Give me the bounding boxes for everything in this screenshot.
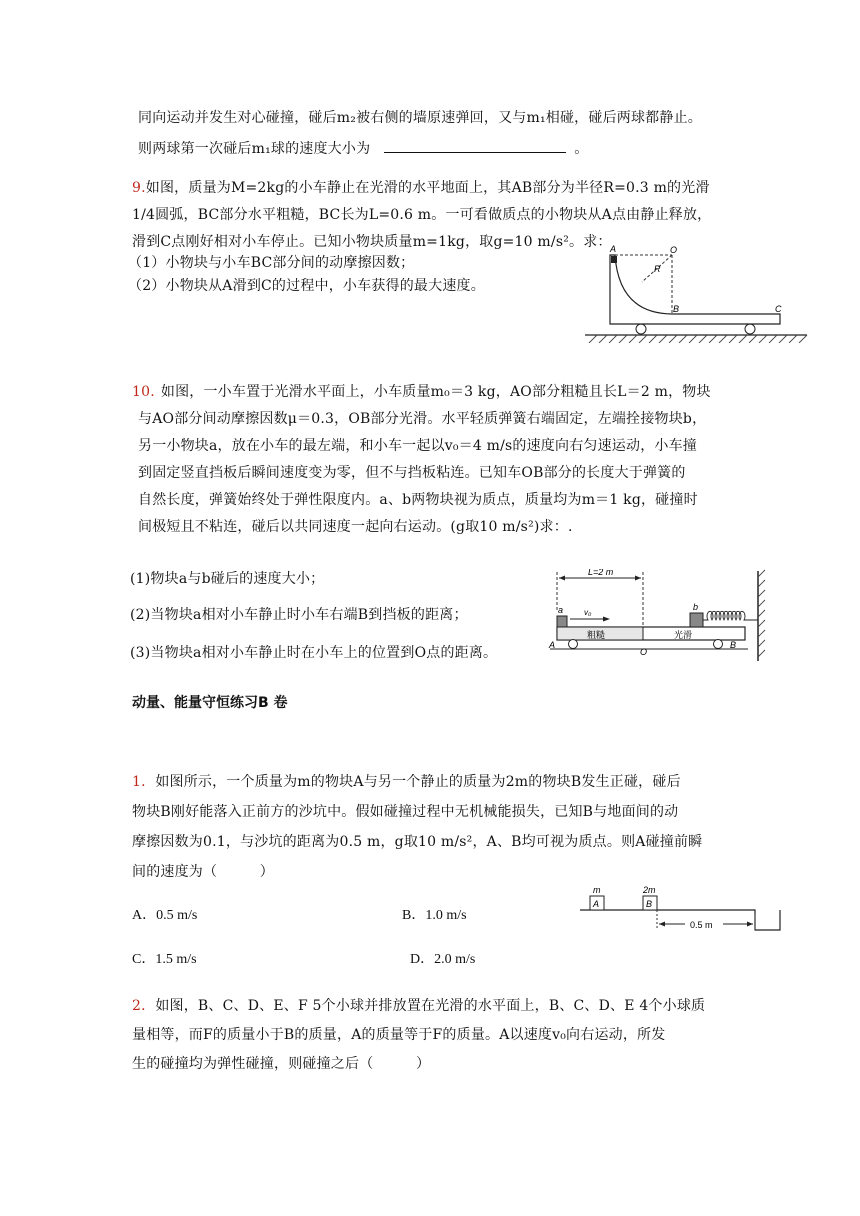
q10-label-O: O xyxy=(640,647,648,657)
q9-number: 9. xyxy=(132,180,146,196)
b1-option-c[interactable]: C．1.5 m/s xyxy=(132,952,197,967)
q9-line-3: 滑到C点刚好相对小车停止。已知小物块质量m=1kg，取g=10 m/s²。求： xyxy=(132,234,612,250)
b1-figure xyxy=(580,852,782,934)
q9-sub-2: （2）小物块从A滑到C的过程中，小车获得的最大速度。 xyxy=(128,278,485,294)
q10-sub-3: (3)当物块a相对小车静止时在小车上的位置到O点的距离。 xyxy=(130,645,498,661)
q10-wheel-left xyxy=(569,640,578,649)
b2-line-1 xyxy=(132,996,705,1016)
b1-label-m: m xyxy=(593,885,601,895)
b1-line-3: 摩擦因数为0.1，与沙坑的距离为0.5 m，g取10 m/s²，A、B均可视为质点。则A碰撞前瞬 xyxy=(132,834,703,850)
b1-label-dist: 0.5 m xyxy=(690,920,713,930)
section-title: 动量、能量守恒练习B 卷 xyxy=(132,695,288,711)
q10-label-A: A xyxy=(549,640,556,650)
q10-label-b: b xyxy=(693,602,699,612)
q10-sub-2: (2)当物块a相对小车静止时小车右端B到挡板的距离； xyxy=(130,607,468,623)
q9-line-2: 1/4圆弧，BC部分水平粗糙，BC长为L=0.6 m。一可看做质点的小物块从A点由静止释放， xyxy=(132,207,712,223)
b2-line-2: 量相等，而F的质量小于B的质量，A的质量等于F的质量。A以速度v₀向右运动，所发 xyxy=(132,1027,666,1043)
q9-wheel-right xyxy=(745,324,755,334)
q10-label-rough: 粗糙 xyxy=(587,630,606,640)
b1-label-a: A xyxy=(593,899,600,909)
b1-line-2: 物块B刚好能落入正前方的沙坑中。假如碰撞过程中无机械能损失，已知B与地面间的动 xyxy=(132,804,679,820)
b1-number: 1． xyxy=(132,774,156,790)
q10-spring xyxy=(703,611,758,620)
q10-label-a: a xyxy=(558,605,564,615)
q10-label-v0: v₀ xyxy=(584,608,592,617)
b1-line-1 xyxy=(132,772,681,792)
q9-figure xyxy=(585,243,810,343)
b1-option-d[interactable]: D．2.0 m/s xyxy=(410,952,476,967)
intro-line-2-text: 则两球第一次碰后m₁球的速度大小为 xyxy=(138,141,371,157)
q9-text-1: 如图，质量为M=2kg的小车静止在光滑的水平地面上，其AB部分为半径R=0.3 m的光滑 xyxy=(145,180,710,196)
q10-line-1 xyxy=(132,382,711,402)
q10-line-6: 间极短且不粘连，碰后以共同速度一起向右运动。(g取10 m/s²)求：. xyxy=(138,519,573,535)
b1-label-b: B xyxy=(646,899,653,909)
intro-line-1: 同向运动并发生对心碰撞，碰后m₂被右侧的墙原速弹回，又与m₁相碰，碰后两球都静止。 xyxy=(138,110,702,126)
q10-sub-1: (1)物块a与b碰后的速度大小； xyxy=(130,571,325,587)
q10-text-1: 如图，一小车置于光滑水平面上，小车质量m₀＝3 kg，AO部分粗糙且长L＝2 m，物块 xyxy=(160,384,711,400)
answer-blank[interactable] xyxy=(384,138,566,153)
period: 。 xyxy=(574,141,589,157)
q10-label-B: B xyxy=(730,640,737,650)
b1-text-1: 如图所示，一个质量为m的物块A与另一个静止的质量为2m的物块B发生正碰，碰后 xyxy=(155,774,681,790)
q10-line-3: 另一小物块a，放在小车的最左端，和小车一起以v₀＝4 m/s的速度向右匀速运动，小车撞 xyxy=(138,438,698,454)
q9-wheel-left xyxy=(636,324,646,334)
b2-number: 2． xyxy=(132,998,156,1014)
q9-line-1 xyxy=(132,178,710,198)
q9-label-B: B xyxy=(673,304,680,314)
q9-label-R: R xyxy=(654,264,661,274)
b1-label-2m: 2m xyxy=(643,885,656,895)
q9-label-C: C xyxy=(775,304,782,314)
q10-block-a xyxy=(557,616,567,627)
intro-line-2 xyxy=(138,138,589,159)
q10-label-L: L=2 m xyxy=(588,569,614,577)
q10-line-4: 到固定竖直挡板后瞬间速度变为零，但不与挡板粘连。已知车OB部分的长度大于弹簧的 xyxy=(138,465,686,481)
q10-number: 10. xyxy=(132,384,155,400)
b2-line-3: 生的碰撞均为弹性碰撞，则碰撞之后（ ） xyxy=(132,1056,431,1072)
b2-text-1: 如图，B、C、D、E、F 5个小球并排放置在光滑的水平面上，B、C、D、E 4个小球质 xyxy=(155,998,706,1014)
q10-line-2: 与AO部分间动摩擦因数μ＝0.3，OB部分光滑。水平轻质弹簧右端固定，左端拴接物块b， xyxy=(138,411,707,427)
b1-line-4: 间的速度为（ ） xyxy=(132,864,274,880)
q9-label-O: O xyxy=(670,245,678,255)
q10-wheel-right xyxy=(714,640,723,649)
q10-figure xyxy=(548,569,768,664)
q10-line-5: 自然长度，弹簧始终处于弹性限度内。a、b两物块视为质点，质量均为m＝1 kg，碰撞时 xyxy=(138,492,698,508)
q10-block-b xyxy=(690,613,703,627)
b1-option-b[interactable]: B．1.0 m/s xyxy=(402,908,467,923)
q9-sub-1: （1）小物块与小车BC部分间的动摩擦因数； xyxy=(128,255,415,271)
q10-label-smooth: 光滑 xyxy=(674,630,693,640)
b1-option-a[interactable]: A．0.5 m/s xyxy=(132,908,198,923)
q9-label-A: A xyxy=(610,244,617,254)
q9-block xyxy=(611,256,617,263)
